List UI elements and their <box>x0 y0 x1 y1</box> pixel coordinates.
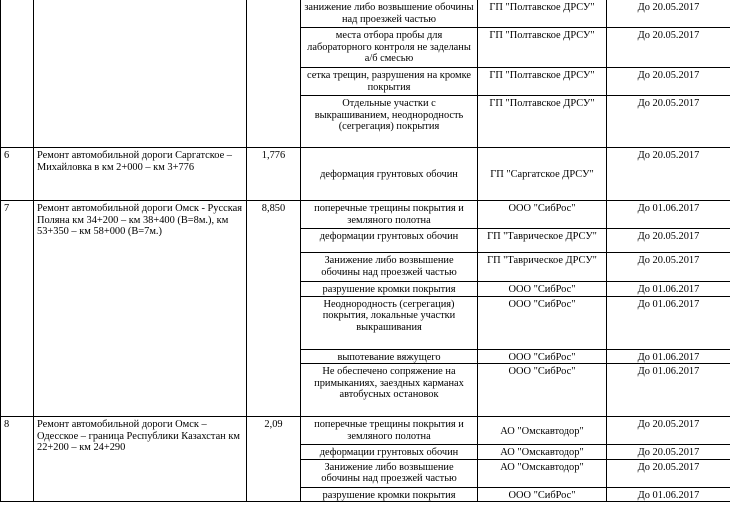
defect-cell: Не обеспечено сопряжение на примыканиях, заездных карманах автобусных остановок <box>301 364 478 417</box>
table-row <box>1 201 730 229</box>
contractor-cell: ГП "Таврическое ДРСУ" <box>478 253 607 282</box>
road-cell <box>34 0 247 148</box>
defect-cell: деформации грунтовых обочин <box>301 229 478 253</box>
deadline-cell: До 20.05.2017 <box>607 28 730 68</box>
defect-cell: поперечные трещины покрытия и земляного полотна <box>301 417 478 445</box>
deadline-cell: До 20.05.2017 <box>607 459 730 487</box>
deadline-cell: До 20.05.2017 <box>607 148 730 201</box>
contractor-cell: АО "Омскавтодор" <box>478 417 607 445</box>
row-number-cell: 8 <box>1 417 34 502</box>
contractor-cell: ООО "СибРос" <box>478 487 607 502</box>
contractor-cell: ГП "Полтавское ДРСУ" <box>478 28 607 68</box>
defect-cell: места отбора пробы для лабораторного контроля не заделаны а/б смесью <box>301 28 478 68</box>
deadline-cell: До 01.06.2017 <box>607 349 730 364</box>
defect-cell: Занижение либо возвышение обочины над проезжей частью <box>301 253 478 282</box>
contractor-cell: АО "Омскавтодор" <box>478 445 607 460</box>
defect-cell: сетка трещин, разрушения на кромке покрытия <box>301 68 478 96</box>
contractor-cell: ГП "Полтавское ДРСУ" <box>478 68 607 96</box>
deadline-cell: До 01.06.2017 <box>607 201 730 229</box>
deadline-cell: До 01.06.2017 <box>607 364 730 417</box>
contractor-cell: ГП "Таврическое ДРСУ" <box>478 229 607 253</box>
deadline-cell: До 20.05.2017 <box>607 253 730 282</box>
row-number-cell: 6 <box>1 148 34 201</box>
road-cell: Ремонт автомобильной дороги Омск – Одесское – граница Республики Казахстан км 22+200 – км 24+290 <box>34 417 247 502</box>
deadline-cell: До 20.05.2017 <box>607 417 730 445</box>
defect-cell: разрушение кромки покрытия <box>301 282 478 297</box>
deadline-cell: До 20.05.2017 <box>607 229 730 253</box>
deadline-cell: До 01.06.2017 <box>607 487 730 502</box>
table-row <box>1 148 730 201</box>
table-row <box>1 0 730 28</box>
deadline-cell: До 01.06.2017 <box>607 282 730 297</box>
deadline-cell: До 20.05.2017 <box>607 0 730 28</box>
defect-cell: деформации грунтовых обочин <box>301 445 478 460</box>
contractor-cell: ГП "Полтавское ДРСУ" <box>478 96 607 148</box>
defect-cell: деформация грунтовых обочин <box>301 148 478 201</box>
length-cell: 1,776 <box>247 148 301 201</box>
deadline-cell: До 20.05.2017 <box>607 96 730 148</box>
length-cell <box>247 0 301 148</box>
defect-cell: поперечные трещины покрытия и земляного полотна <box>301 201 478 229</box>
length-cell: 2,09 <box>247 417 301 502</box>
defect-cell: занижение либо возвышение обочины над проезжей частью <box>301 0 478 28</box>
road-cell: Ремонт автомобильной дороги Саргатское – Михайловка в км 2+000 – км 3+776 <box>34 148 247 201</box>
contractor-cell: АО "Омскавтодор" <box>478 459 607 487</box>
contractor-cell: ООО "СибРос" <box>478 201 607 229</box>
row-number-cell: 7 <box>1 201 34 417</box>
defect-cell: Занижение либо возвышение обочины над проезжей частью <box>301 459 478 487</box>
defect-cell: разрушение кромки покрытия <box>301 487 478 502</box>
contractor-cell: ООО "СибРос" <box>478 364 607 417</box>
road-cell: Ремонт автомобильной дороги Омск - Русская Поляна км 34+200 – км 38+400 (В=8м.), км 53+350 – км 58+000 (В=7м.) <box>34 201 247 417</box>
contractor-cell: ООО "СибРос" <box>478 349 607 364</box>
length-cell: 8,850 <box>247 201 301 417</box>
row-number-cell <box>1 0 34 148</box>
deadline-cell: До 20.05.2017 <box>607 68 730 96</box>
deadline-cell: До 20.05.2017 <box>607 445 730 460</box>
contractor-cell: ООО "СибРос" <box>478 296 607 349</box>
defect-cell: выпотевание вяжущего <box>301 349 478 364</box>
defect-cell: Неоднородность (сегрегация) покрытия, локальные участки выкрашивания <box>301 296 478 349</box>
contractor-cell: ГП "Полтавское ДРСУ" <box>478 0 607 28</box>
defect-cell: Отдельные участки с выкрашиванием, неоднородность (сегрегация) покрытия <box>301 96 478 148</box>
contractor-cell: ООО "СибРос" <box>478 282 607 297</box>
table-row <box>1 417 730 445</box>
contractor-cell: ГП "Саргатское ДРСУ" <box>478 148 607 201</box>
deadline-cell: До 01.06.2017 <box>607 296 730 349</box>
